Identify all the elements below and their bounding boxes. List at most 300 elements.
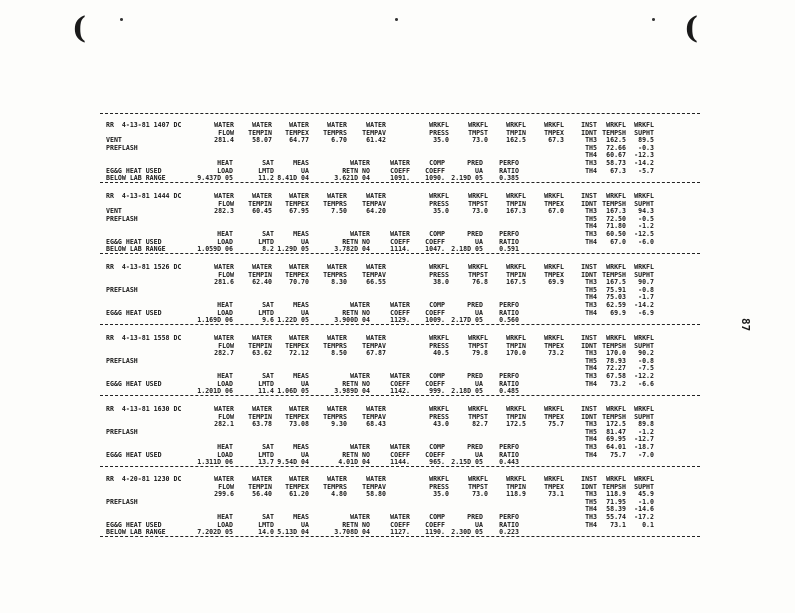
inst-value: TH4 — [585, 505, 597, 514]
record-title: RR 4-13-81 1630 DC — [106, 405, 182, 413]
inst-value: -0.8 — [638, 285, 654, 294]
wrkfl-value: 172.5 — [506, 420, 526, 429]
column-header: WATER — [289, 263, 309, 271]
column-header: TMPIN — [506, 199, 526, 208]
column-header: COEFF — [425, 308, 445, 317]
inst-value: 69.95 — [606, 435, 626, 444]
inst-value: TH5 — [585, 214, 597, 223]
water-value: 70.70 — [289, 278, 309, 287]
column-header: PERFO — [499, 443, 519, 451]
column-header: IDNT — [581, 199, 597, 208]
column-header: WATER — [214, 192, 234, 200]
column-header: SUPHT — [634, 482, 654, 491]
record-separator — [100, 182, 700, 183]
column-header: WRKFL — [634, 405, 654, 413]
column-header: PRED — [467, 230, 483, 238]
water-value: 61.20 — [289, 490, 309, 499]
water-value: 56.40 — [252, 490, 272, 499]
heat-value: 1047. — [425, 245, 445, 254]
egg-heat-label: EG&G HEAT USED — [106, 308, 162, 317]
column-header: UA — [475, 166, 483, 175]
inst-value: TH5 — [585, 143, 597, 152]
record-title: RR 4-20-81 1230 DC — [106, 475, 182, 483]
water-value: 62.40 — [252, 278, 272, 287]
heat-value: 2.17D 05 — [451, 316, 483, 325]
water-value: 60.45 — [252, 207, 272, 216]
heat-value: 1.29D 05 — [277, 245, 309, 254]
column-header: WRKFL — [606, 121, 626, 129]
column-header: WATER — [350, 513, 370, 521]
column-header: COMP — [429, 230, 445, 238]
column-header: LMTD — [258, 166, 274, 175]
column-header: RETN NO — [342, 450, 370, 459]
column-header: IDNT — [581, 270, 597, 279]
heat-value: 999. — [429, 387, 445, 396]
inst-value: -12.5 — [634, 230, 654, 238]
inst-value: -5.7 — [638, 166, 654, 175]
column-header: TMPEX — [544, 412, 564, 421]
inst-value: 0.1 — [642, 520, 654, 529]
heat-value: 8.2 — [262, 245, 274, 254]
column-header: TEMPAV — [362, 482, 386, 491]
column-header: WATER — [214, 475, 234, 483]
column-header: UA — [475, 237, 483, 246]
inst-value: 58.73 — [606, 159, 626, 167]
heat-value: 5.13D 04 — [277, 528, 309, 537]
below-lab-range-label: BELOW LAB RANGE — [106, 245, 166, 254]
water-value: 4.80 — [331, 490, 347, 499]
inst-value: TH5 — [585, 427, 597, 436]
column-header: PERFO — [499, 230, 519, 238]
inst-value: TH4 — [585, 450, 597, 459]
column-header: WATER — [350, 159, 370, 167]
heat-value: 3.708D 04 — [334, 528, 370, 537]
heat-value: 9.54D 04 — [277, 458, 309, 467]
column-header: WRKFL — [634, 192, 654, 200]
column-header: WATER — [252, 475, 272, 483]
wrkfl-value: 162.5 — [506, 136, 526, 145]
wrkfl-value: 35.0 — [433, 490, 449, 499]
wrkfl-value: 43.0 — [433, 420, 449, 429]
wrkfl-value: 76.8 — [472, 278, 488, 287]
column-header: LMTD — [258, 308, 274, 317]
column-header: COMP — [429, 301, 445, 309]
inst-value: 172.5 — [606, 420, 626, 429]
column-header: PRESS — [429, 482, 449, 491]
column-header: COEFF — [390, 450, 410, 459]
record-separator — [100, 395, 700, 396]
inst-value: 75.7 — [610, 450, 626, 459]
heat-value: 1091. — [390, 174, 410, 183]
column-header: INST — [581, 192, 597, 200]
heat-value: 2.18D 05 — [451, 245, 483, 254]
column-header: RETN NO — [342, 166, 370, 175]
column-header: SAT — [262, 230, 274, 238]
column-header: WATER — [366, 475, 386, 483]
column-header: TMPST — [468, 341, 488, 350]
column-header: MEAS — [293, 372, 309, 380]
inst-value: -17.2 — [634, 513, 654, 521]
column-header: TEMPSH — [602, 270, 626, 279]
inst-value: TH3 — [585, 230, 597, 238]
water-value: 72.12 — [289, 349, 309, 358]
preflash-label: PREFLASH — [106, 285, 138, 294]
inst-value: -6.9 — [638, 308, 654, 317]
column-header: WATER — [289, 121, 309, 129]
column-header: FLOW — [218, 412, 234, 421]
column-header: TMPEX — [544, 128, 564, 137]
column-header: UA — [475, 450, 483, 459]
column-header: SAT — [262, 301, 274, 309]
column-header: WRKFL — [506, 192, 526, 200]
column-header: WRKFL — [468, 405, 488, 413]
column-header: WATER — [366, 263, 386, 271]
inst-value: TH3 — [585, 301, 597, 309]
inst-value: -14.2 — [634, 159, 654, 167]
column-header: TMPST — [468, 128, 488, 137]
record-separator — [100, 536, 700, 537]
column-header: IDNT — [581, 128, 597, 137]
heat-value: 1127. — [390, 528, 410, 537]
wrkfl-value: 67.0 — [548, 207, 564, 216]
column-header: COEFF — [425, 450, 445, 459]
column-header: WRKFL — [606, 192, 626, 200]
column-header: TEMPEX — [285, 482, 309, 491]
preflash-label: PREFLASH — [106, 143, 138, 152]
column-header: WATER — [366, 121, 386, 129]
column-header: TMPEX — [544, 199, 564, 208]
column-header: TEMPRS — [323, 128, 347, 137]
column-header: COEFF — [425, 166, 445, 175]
inst-value: TH3 — [585, 278, 597, 287]
column-header: FLOW — [218, 341, 234, 350]
column-header: WATER — [252, 121, 272, 129]
column-header: WATER — [366, 405, 386, 413]
inst-value: -1.2 — [638, 222, 654, 231]
column-header: RATIO — [499, 308, 519, 317]
inst-value: 78.93 — [606, 356, 626, 365]
column-header: WRKFL — [634, 475, 654, 483]
wrkfl-value: 40.5 — [433, 349, 449, 358]
water-value: 64.77 — [289, 136, 309, 145]
heat-value: 3.782D 04 — [334, 245, 370, 254]
scan-speck — [652, 18, 655, 21]
inst-value: -1.0 — [638, 497, 654, 506]
column-header: SAT — [262, 159, 274, 167]
inst-value: 167.3 — [606, 207, 626, 216]
column-header: PERFO — [499, 159, 519, 167]
column-header: WATER — [214, 263, 234, 271]
column-header: WRKFL — [606, 263, 626, 271]
column-header: TMPST — [468, 199, 488, 208]
inst-value: 75.91 — [606, 285, 626, 294]
column-header: SUPHT — [634, 128, 654, 137]
inst-value: 71.80 — [606, 222, 626, 231]
below-lab-range-label: BELOW LAB RANGE — [106, 174, 166, 183]
column-header: IDNT — [581, 412, 597, 421]
inst-value: 72.50 — [606, 214, 626, 223]
heat-value: 1.169D 06 — [197, 316, 233, 325]
inst-value: TH3 — [585, 420, 597, 429]
heat-value: 8.41D 04 — [277, 174, 309, 183]
record-separator — [100, 113, 700, 114]
wrkfl-value: 35.0 — [433, 136, 449, 145]
column-header: WRKFL — [544, 475, 564, 483]
record-title: RR 4-13-81 1558 DC — [106, 334, 182, 342]
column-header: PRESS — [429, 341, 449, 350]
column-header: WATER — [390, 372, 410, 380]
column-header: FLOW — [218, 270, 234, 279]
column-header: MEAS — [293, 513, 309, 521]
heat-value: 0.223 — [499, 528, 519, 537]
inst-value: TH3 — [585, 349, 597, 358]
wrkfl-value: 38.0 — [433, 278, 449, 287]
column-header: RATIO — [499, 237, 519, 246]
preflash-label: PREFLASH — [106, 427, 138, 436]
column-header: TEMPEX — [285, 199, 309, 208]
column-header: WRKFL — [634, 334, 654, 342]
inst-value: 67.3 — [610, 166, 626, 175]
inst-value: -0.3 — [638, 143, 654, 152]
column-header: WRKFL — [506, 121, 526, 129]
column-header: PRED — [467, 513, 483, 521]
inst-value: -1.7 — [638, 293, 654, 302]
column-header: INST — [581, 121, 597, 129]
column-header: COEFF — [390, 520, 410, 529]
column-header: WATER — [350, 230, 370, 238]
egg-heat-label: EG&G HEAT USED — [106, 166, 162, 175]
column-header: WRKFL — [544, 121, 564, 129]
column-header: UA — [301, 237, 309, 246]
binder-hole-right: ( — [684, 11, 699, 46]
column-header: RETN NO — [342, 379, 370, 388]
column-header: PERFO — [499, 372, 519, 380]
column-header: WRKFL — [606, 334, 626, 342]
column-header: TMPIN — [506, 482, 526, 491]
column-header: PERFO — [499, 513, 519, 521]
inst-value: TH3 — [585, 513, 597, 521]
heat-value: 1144. — [390, 458, 410, 467]
water-value: 8.30 — [331, 278, 347, 287]
water-value: 61.42 — [366, 136, 386, 145]
egg-heat-label: EG&G HEAT USED — [106, 520, 162, 529]
column-header: TEMPSH — [602, 341, 626, 350]
column-header: INST — [581, 263, 597, 271]
column-header: LOAD — [217, 308, 233, 317]
column-header: WATER — [390, 159, 410, 167]
wrkfl-value: 118.9 — [506, 490, 526, 499]
heat-value: 11.4 — [258, 387, 274, 396]
inst-value: -6.6 — [638, 379, 654, 388]
heat-value: 1114. — [390, 245, 410, 254]
wrkfl-value: 73.0 — [472, 136, 488, 145]
water-value: 68.43 — [366, 420, 386, 429]
column-header: WATER — [289, 475, 309, 483]
heat-value: 1.22D 05 — [277, 316, 309, 325]
column-header: WRKFL — [429, 263, 449, 271]
heat-value: 1142. — [390, 387, 410, 396]
wrkfl-value: 67.3 — [548, 136, 564, 145]
column-header: RETN NO — [342, 237, 370, 246]
column-header: WRKFL — [606, 475, 626, 483]
column-header: WATER — [366, 334, 386, 342]
column-header: TEMPIN — [248, 199, 272, 208]
column-header: UA — [475, 308, 483, 317]
wrkfl-value: 167.5 — [506, 278, 526, 287]
heat-value: 1090. — [425, 174, 445, 183]
column-header: MEAS — [293, 230, 309, 238]
column-header: FLOW — [218, 482, 234, 491]
inst-value: 81.47 — [606, 427, 626, 436]
inst-value: 45.9 — [638, 490, 654, 499]
preflash-label: PREFLASH — [106, 356, 138, 365]
column-header: TEMPEX — [285, 412, 309, 421]
inst-value: TH4 — [585, 293, 597, 302]
inst-value: 62.59 — [606, 301, 626, 309]
column-header: TEMPIN — [248, 412, 272, 421]
scan-speck — [395, 18, 398, 21]
binder-hole-left: ( — [72, 11, 87, 46]
column-header: TEMPRS — [323, 482, 347, 491]
inst-value: 89.8 — [638, 420, 654, 429]
column-header: TEMPSH — [602, 128, 626, 137]
column-header: RATIO — [499, 166, 519, 175]
inst-value: 55.74 — [606, 513, 626, 521]
column-header: WATER — [214, 121, 234, 129]
column-header: SUPHT — [634, 341, 654, 350]
column-header: UA — [475, 379, 483, 388]
vent-label: VENT — [106, 136, 122, 145]
column-header: UA — [301, 308, 309, 317]
vent-label: VENT — [106, 207, 122, 216]
column-header: WRKFL — [544, 334, 564, 342]
column-header: SAT — [262, 372, 274, 380]
column-header: WATER — [350, 372, 370, 380]
inst-value: TH3 — [585, 443, 597, 451]
column-header: RETN NO — [342, 520, 370, 529]
water-value: 281.4 — [214, 136, 234, 145]
column-header: WATER — [252, 192, 272, 200]
column-header: INST — [581, 334, 597, 342]
inst-value: TH4 — [585, 166, 597, 175]
record-separator — [100, 466, 700, 467]
water-value: 6.70 — [331, 136, 347, 145]
column-header: TMPIN — [506, 270, 526, 279]
water-value: 9.30 — [331, 420, 347, 429]
heat-value: 0.591 — [499, 245, 519, 254]
column-header: WATER — [252, 334, 272, 342]
column-header: WRKFL — [544, 263, 564, 271]
wrkfl-value: 35.0 — [433, 207, 449, 216]
column-header: WATER — [390, 513, 410, 521]
wrkfl-value: 82.7 — [472, 420, 488, 429]
column-header: RATIO — [499, 450, 519, 459]
column-header: UA — [301, 166, 309, 175]
column-header: TEMPIN — [248, 482, 272, 491]
column-header: TMPEX — [544, 482, 564, 491]
column-header: TEMPEX — [285, 270, 309, 279]
inst-value: -14.6 — [634, 505, 654, 514]
water-value: 64.20 — [366, 207, 386, 216]
inst-value: 58.39 — [606, 505, 626, 514]
column-header: TMPIN — [506, 128, 526, 137]
wrkfl-value: 73.1 — [548, 490, 564, 499]
column-header: INST — [581, 475, 597, 483]
column-header: LOAD — [217, 237, 233, 246]
column-header: INST — [581, 405, 597, 413]
column-header: WRKFL — [634, 263, 654, 271]
water-value: 63.62 — [252, 349, 272, 358]
heat-value: 0.443 — [499, 458, 519, 467]
column-header: PRED — [467, 301, 483, 309]
column-header: FLOW — [218, 199, 234, 208]
column-header: IDNT — [581, 482, 597, 491]
wrkfl-value: 79.8 — [472, 349, 488, 358]
heat-value: 1.311D 06 — [197, 458, 233, 467]
heat-value: 2.30D 05 — [451, 528, 483, 537]
inst-value: -12.2 — [634, 372, 654, 380]
column-header: COEFF — [390, 166, 410, 175]
inst-value: 72.66 — [606, 143, 626, 152]
column-header: TEMPRS — [323, 270, 347, 279]
column-header: WRKFL — [544, 405, 564, 413]
column-header: WATER — [289, 405, 309, 413]
inst-value: TH3 — [585, 159, 597, 167]
inst-value: 60.50 — [606, 230, 626, 238]
heat-value: 3.900D 04 — [334, 316, 370, 325]
column-header: WRKFL — [429, 121, 449, 129]
column-header: WATER — [252, 405, 272, 413]
wrkfl-value: 75.7 — [548, 420, 564, 429]
scan-speck — [120, 18, 123, 21]
column-header: TEMPIN — [248, 341, 272, 350]
inst-value: 75.03 — [606, 293, 626, 302]
column-header: SUPHT — [634, 270, 654, 279]
inst-value: TH4 — [585, 364, 597, 373]
preflash-label: PREFLASH — [106, 497, 138, 506]
inst-value: TH4 — [585, 222, 597, 231]
column-header: SAT — [262, 443, 274, 451]
column-header: COEFF — [390, 379, 410, 388]
column-header: HEAT — [217, 301, 233, 309]
column-header: WRKFL — [468, 334, 488, 342]
inst-value: TH5 — [585, 497, 597, 506]
column-header: WRKFL — [506, 475, 526, 483]
column-header: WRKFL — [468, 475, 488, 483]
record-separator — [100, 253, 700, 254]
column-header: HEAT — [217, 443, 233, 451]
column-header: LOAD — [217, 450, 233, 459]
column-header: LMTD — [258, 520, 274, 529]
column-header: RATIO — [499, 379, 519, 388]
heat-value: 1190. — [425, 528, 445, 537]
column-header: WATER — [327, 121, 347, 129]
column-header: TEMPIN — [248, 270, 272, 279]
column-header: WATER — [350, 301, 370, 309]
inst-value: 64.01 — [606, 443, 626, 451]
heat-value: 965. — [429, 458, 445, 467]
inst-value: 72.27 — [606, 364, 626, 373]
inst-value: 73.1 — [610, 520, 626, 529]
column-header: WATER — [252, 263, 272, 271]
inst-value: TH3 — [585, 207, 597, 216]
inst-value: -0.5 — [638, 214, 654, 223]
column-header: TMPST — [468, 270, 488, 279]
inst-value: TH4 — [585, 435, 597, 444]
column-header: WATER — [327, 475, 347, 483]
inst-value: TH3 — [585, 136, 597, 145]
heat-value: 2.18D 05 — [451, 387, 483, 396]
